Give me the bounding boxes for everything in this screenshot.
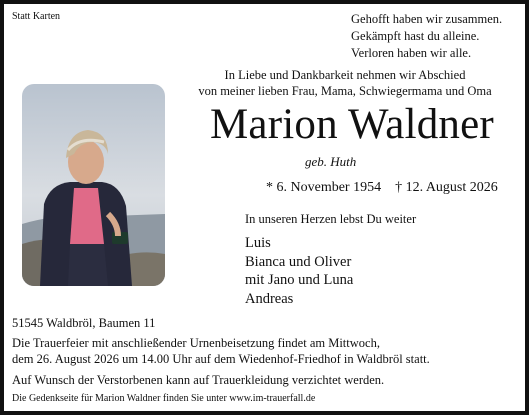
intro-line: von meiner lieben Frau, Mama, Schwiegermama und Oma bbox=[198, 84, 492, 98]
address: 51545 Waldbröl, Baumen 11 bbox=[12, 316, 156, 330]
intro-line: In Liebe und Dankbarkeit nehmen wir Abschied bbox=[224, 68, 466, 82]
maiden-name: geb. Huth bbox=[305, 154, 357, 169]
service-line: Die Trauerfeier mit anschließender Urnenbeisetzung findet am Mittwoch, bbox=[12, 336, 380, 350]
life-dates: * 6. November 1954 † 12. August 2026 bbox=[266, 180, 498, 195]
family-member: Luis bbox=[245, 235, 271, 251]
intro-text bbox=[170, 67, 520, 99]
poem-line: Gekämpft hast du alleine. bbox=[351, 29, 480, 43]
memorial-page-link[interactable]: Die Gedenkseite für Marion Waldner finden Sie unter www.im-trauerfall.de bbox=[12, 393, 316, 404]
poem-line: Verloren haben wir alle. bbox=[351, 46, 472, 60]
poem bbox=[351, 11, 502, 62]
family-member: Bianca und Oliver bbox=[245, 253, 352, 270]
service-line: dem 26. August 2026 um 14.00 Uhr auf dem Wiedenhof-Friedhof in Waldbröl statt. bbox=[12, 352, 430, 366]
header-label: Statt Karten bbox=[12, 11, 61, 22]
deceased-name: Marion Waldner bbox=[210, 101, 494, 148]
heart-line: In unseren Herzen lebst Du weiter bbox=[245, 212, 417, 226]
family-list bbox=[245, 234, 353, 308]
family-member: mit Jano und Luna bbox=[245, 272, 354, 288]
family-member: Andreas bbox=[245, 290, 294, 307]
portrait-photo bbox=[22, 84, 165, 286]
service-info bbox=[12, 335, 430, 367]
dress-note: Auf Wunsch der Verstorbenen kann auf Trauerkleidung verzichtet werden. bbox=[12, 373, 385, 387]
poem-line: Gehofft haben wir zusammen. bbox=[351, 12, 503, 26]
